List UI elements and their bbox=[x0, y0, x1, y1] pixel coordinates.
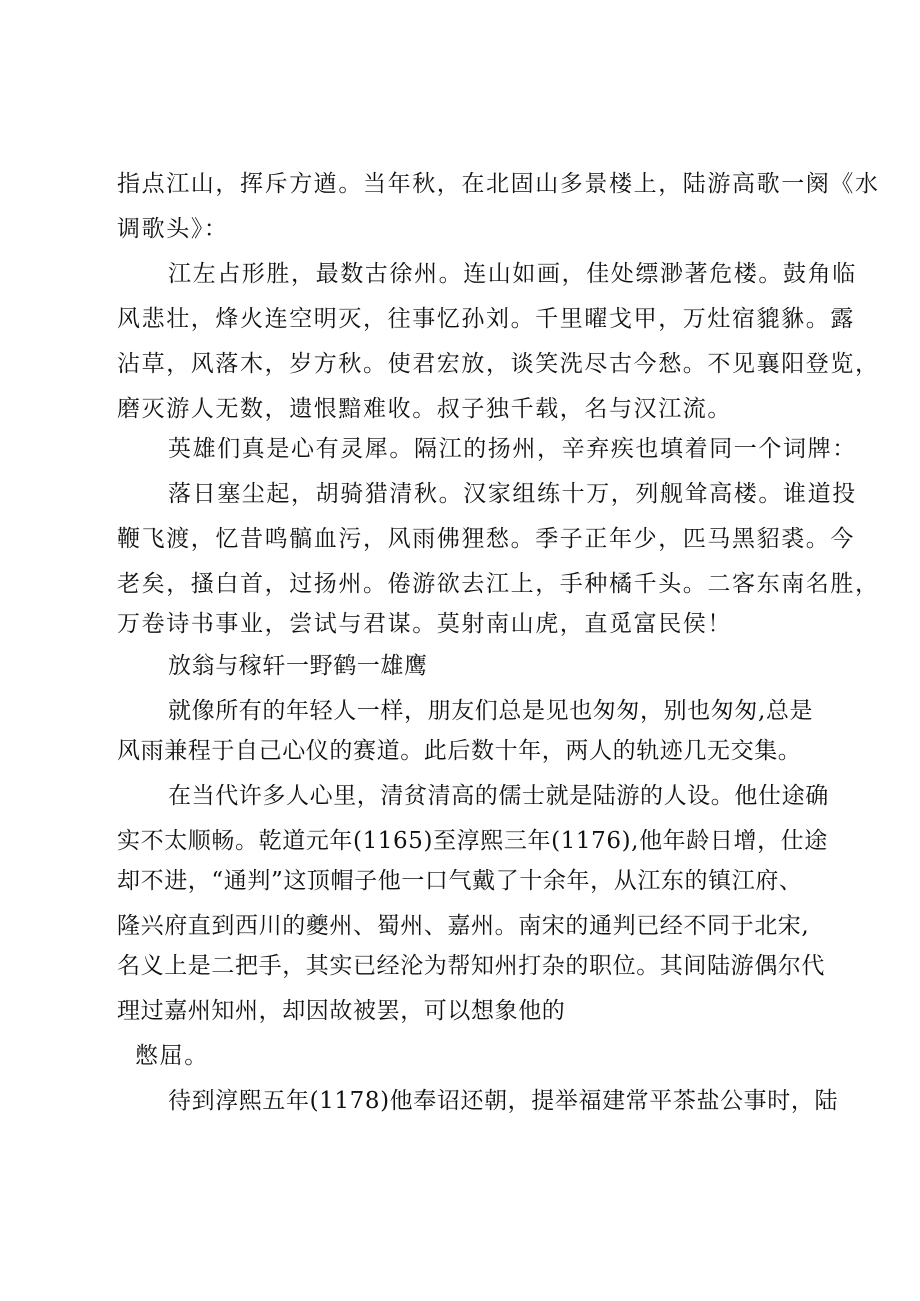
section-heading: 放翁与稼轩一野鹤一雄鹰 bbox=[168, 653, 428, 679]
text-line: 待到淳熙五年(1178)他奉诏还朝，提举福建常平茶盐公事时，陆 bbox=[168, 1088, 839, 1114]
text-line: 实不太顺畅。乾道元年(1165)至淳熙三年(1176),他年龄日增，仕途 bbox=[117, 828, 828, 854]
quote-line: 沾草，风落木，岁方秋。使君宏放，谈笑洗尽古今愁。不见襄阳登览， bbox=[117, 351, 880, 377]
text-line: 调歌头》： bbox=[117, 216, 229, 242]
quote-line: 磨灭游人无数，遗恨黯难收。叔子独千载，名与汉江流。 bbox=[117, 396, 732, 422]
text-line: 理过嘉州知州，却因故被罢，可以想象他的 bbox=[117, 998, 566, 1024]
quote-line: 老矣，搔白首，过扬州。倦游欲去江上，手种橘千头。二客东南名胜， bbox=[117, 571, 880, 597]
text-line: 英雄们真是心有灵犀。隔江的扬州，辛弃疾也填着同一个词牌： bbox=[168, 436, 857, 462]
text-line: 就像所有的年轻人一样，朋友们总是见也匆匆，别也匆匆,总是 bbox=[168, 698, 814, 724]
quote-line: 落日塞尘起，胡骑猎清秋。汉家组练十万，列舰耸高楼。谁道投 bbox=[168, 481, 857, 507]
text-line: 指点江山，挥斥方遒。当年秋，在北固山多景楼上，陆游高歌一阕《水 bbox=[117, 171, 880, 197]
text-line: 风雨兼程于自己心仪的赛道。此后数十年，两人的轨迹几无交集。 bbox=[117, 738, 802, 764]
text-line: 在当代许多人心里，清贫清高的儒士就是陆游的人设。他仕途确 bbox=[168, 783, 829, 809]
quote-line: 万卷诗书事业，尝试与君谋。莫射南山虎，直觅富民侯！ bbox=[117, 611, 732, 637]
quote-line: 风悲壮，烽火连空明灭，往事忆孙刘。千里曜戈甲，万灶宿貔貅。露 bbox=[117, 306, 855, 332]
text-line: 隆兴府直到西川的夔州、蜀州、嘉州。南宋的通判已经不同于北宋, bbox=[117, 913, 810, 939]
text-line: 名义上是二把手，其实已经沦为帮知州打杂的职位。其间陆游偶尔代 bbox=[117, 953, 825, 979]
text-line: 却不进，“通判”这顶帽子他一口气戴了十余年，从江东的镇江府、 bbox=[117, 868, 803, 894]
quote-line: 鞭飞渡，忆昔鸣髇血污，风雨佛狸愁。季子正年少，匹马黑貂裘。今 bbox=[117, 526, 855, 552]
text-line: 憋屈。 bbox=[135, 1043, 209, 1069]
quote-line: 江左占形胜，最数古徐州。连山如画，佳处缥渺著危楼。鼓角临 bbox=[168, 261, 857, 287]
